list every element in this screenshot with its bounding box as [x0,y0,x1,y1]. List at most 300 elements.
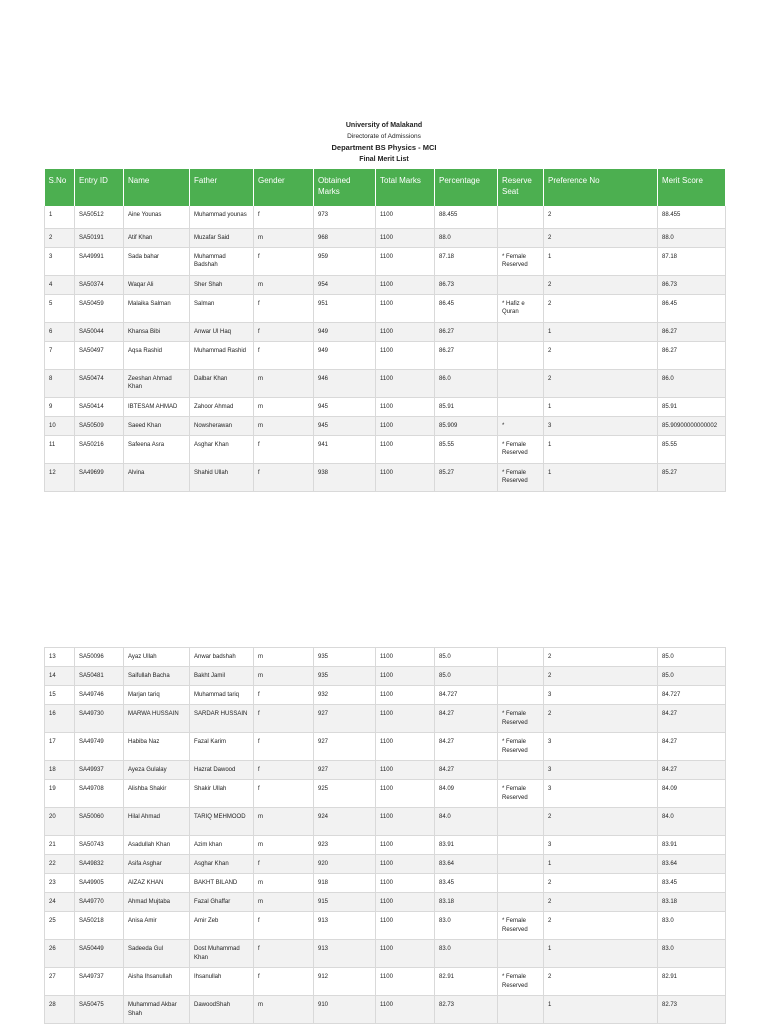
table-cell: 88.455 [435,206,498,228]
table-cell [498,686,544,705]
table-cell: Shahid Ullah [190,463,254,491]
table-cell: 85.27 [435,463,498,491]
table-cell: Fazal Ghaffar [190,893,254,912]
table-cell: SA49730 [75,705,124,733]
table-row [45,322,726,341]
table-cell: 1100 [376,761,435,780]
table-cell: * Female Reserved [498,912,544,940]
table-cell: 1100 [376,780,435,808]
table-cell: IBTESAM AHMAD [124,397,190,416]
table-cell: Zeeshan Ahmad Khan [124,369,190,397]
table-cell: SA50449 [75,940,124,968]
table-cell: f [254,206,314,228]
table-cell: 935 [314,667,376,686]
table-cell: Atif Khan [124,228,190,247]
table-cell: Hilal Ahmad [124,808,190,836]
table-row [45,733,726,761]
table-cell: 1 [544,940,658,968]
table-row [45,808,726,836]
table-row [45,206,726,228]
table-cell: 1 [544,435,658,463]
table-cell: Aine Younas [124,206,190,228]
table-cell [498,940,544,968]
table-cell [498,275,544,294]
table-cell: MARWA HUSSAIN [124,705,190,733]
table-cell: 83.0 [658,912,726,940]
table-cell: SA50060 [75,808,124,836]
table-cell: SA50191 [75,228,124,247]
table-row [45,341,726,369]
table-row [45,416,726,435]
table-cell: 82.91 [658,968,726,996]
table-cell: SA49770 [75,893,124,912]
table-cell: 84.0 [658,808,726,836]
table-cell: 968 [314,228,376,247]
table-cell: 7 [45,341,75,369]
table-cell: Sada bahar [124,247,190,275]
table-cell: Zahoor Ahmad [190,397,254,416]
table-cell: 83.64 [658,855,726,874]
table-cell: 959 [314,247,376,275]
table-cell: f [254,435,314,463]
column-header: Merit Score [658,169,726,206]
table-cell: 1100 [376,836,435,855]
table-cell: Asadullah Khan [124,836,190,855]
table-cell: 85.0 [435,667,498,686]
table-cell: Fazal Karim [190,733,254,761]
table-cell: Muhammad Akbar Shah [124,996,190,1024]
table-cell: 1100 [376,206,435,228]
table-cell: Ihsanullah [190,968,254,996]
table-cell: * Female Reserved [498,780,544,808]
table-cell: 913 [314,912,376,940]
column-header: Percentage [435,169,498,206]
table-cell: 85.55 [435,435,498,463]
table-cell: m [254,416,314,435]
table-cell: 85.909 [435,416,498,435]
table-cell: 84.27 [658,761,726,780]
table-cell: 85.0 [658,667,726,686]
table-cell: 1100 [376,733,435,761]
table-cell: m [254,667,314,686]
table-cell: Aisha Ihsanullah [124,968,190,996]
table-cell: Dalbar Khan [190,369,254,397]
table-cell: 945 [314,416,376,435]
department-name: Department BS Physics - MCI [331,143,437,152]
table-cell: Asghar Khan [190,435,254,463]
table-cell: * Female Reserved [498,247,544,275]
table-cell: Muhammad Rashid [190,341,254,369]
table-cell: SA50743 [75,836,124,855]
table-cell: 8 [45,369,75,397]
table-cell: 2 [544,369,658,397]
table-cell: 1100 [376,893,435,912]
table-cell: * Female Reserved [498,463,544,491]
table-cell: 85.91 [435,397,498,416]
table-cell: 88.455 [658,206,726,228]
table-cell: 2 [544,968,658,996]
table-cell: 1100 [376,686,435,705]
table-cell: SA50497 [75,341,124,369]
table-cell: 1100 [376,705,435,733]
table-cell: 84.27 [658,705,726,733]
table-cell: 1100 [376,667,435,686]
table-row [45,435,726,463]
table-cell: Asifa Asghar [124,855,190,874]
table-cell: 941 [314,435,376,463]
merit-table-page-2 [44,647,726,1024]
table-cell [498,836,544,855]
table-cell: SA49832 [75,855,124,874]
table-row [45,463,726,491]
table-cell: 22 [45,855,75,874]
table-cell: 85.55 [658,435,726,463]
table-cell: SA50096 [75,648,124,667]
table-cell: 1100 [376,322,435,341]
table-cell: 19 [45,780,75,808]
table-cell: 927 [314,761,376,780]
table-cell: 1 [544,463,658,491]
table-cell: Khansa Bibi [124,322,190,341]
table-cell: SA50459 [75,294,124,322]
table-cell [498,667,544,686]
table-cell: 86.27 [435,341,498,369]
table-cell: 82.91 [435,968,498,996]
table-cell: 2 [544,294,658,322]
table-cell: f [254,686,314,705]
table-cell: SA49905 [75,874,124,893]
table-cell: 1100 [376,435,435,463]
table-cell: 1100 [376,228,435,247]
table-cell: f [254,341,314,369]
table-cell: 3 [544,780,658,808]
table-cell: 2 [544,808,658,836]
table-cell: 20 [45,808,75,836]
table-cell: 1 [544,247,658,275]
table-cell: 85.27 [658,463,726,491]
table-cell: 1 [544,397,658,416]
table-cell [498,341,544,369]
table-cell: 88.0 [658,228,726,247]
column-header: Name [124,169,190,206]
table-cell: SA49737 [75,968,124,996]
column-header: Father [190,169,254,206]
table-cell: 84.727 [435,686,498,705]
table-cell: 84.27 [435,705,498,733]
table-cell: 84.27 [435,761,498,780]
table-row [45,397,726,416]
table-cell: 1100 [376,648,435,667]
table-cell: Salman [190,294,254,322]
table-row [45,369,726,397]
list-title: Final Merit List [359,156,409,163]
table-cell: Nowsherawan [190,416,254,435]
table-cell: DawoodShah [190,996,254,1024]
table-cell: 86.0 [658,369,726,397]
table-cell: SA50481 [75,667,124,686]
table-cell: 910 [314,996,376,1024]
table-row [45,761,726,780]
table-cell: Ayeza Gulalay [124,761,190,780]
table-cell: 6 [45,322,75,341]
table-row [45,247,726,275]
table-cell: 17 [45,733,75,761]
table-cell: 83.0 [658,940,726,968]
table-cell: Muhammad Badshah [190,247,254,275]
table-row [45,686,726,705]
table-cell: Aqsa Rashid [124,341,190,369]
table-cell: 2 [544,893,658,912]
table-row [45,648,726,667]
table-cell: Hazrat Dawood [190,761,254,780]
table-cell: Anwar Ul Haq [190,322,254,341]
table-cell: f [254,733,314,761]
table-cell: 5 [45,294,75,322]
table-cell: 4 [45,275,75,294]
table-cell: Alishba Shakir [124,780,190,808]
table-cell: 26 [45,940,75,968]
table-cell: f [254,761,314,780]
table-cell: f [254,780,314,808]
column-header: S.No [45,169,75,206]
table-cell: 83.91 [658,836,726,855]
table-cell: 927 [314,733,376,761]
table-cell: 2 [544,206,658,228]
table-row [45,780,726,808]
table-row [45,294,726,322]
table-cell: 1100 [376,369,435,397]
table-cell: 949 [314,322,376,341]
table-cell: SA49708 [75,780,124,808]
table-cell: SA50218 [75,912,124,940]
table-cell: 920 [314,855,376,874]
table-cell: m [254,397,314,416]
table-header-row [45,169,726,206]
table-cell: Malaika Salman [124,294,190,322]
table-cell: Muhammad tariq [190,686,254,705]
table-row [45,705,726,733]
table-cell: 86.45 [658,294,726,322]
table-cell: 28 [45,996,75,1024]
table-cell: f [254,294,314,322]
table-cell: 2 [544,275,658,294]
table-cell: 1100 [376,294,435,322]
table-cell: 83.45 [658,874,726,893]
table-cell: m [254,893,314,912]
table-cell: 923 [314,836,376,855]
table-cell: 86.45 [435,294,498,322]
table-row [45,228,726,247]
table-cell: f [254,463,314,491]
directorate-name: Directorate of Admissions [347,133,421,140]
table-cell: Amir Zeb [190,912,254,940]
table-cell: 25 [45,912,75,940]
table-cell: * Female Reserved [498,705,544,733]
table-cell: 15 [45,686,75,705]
table-cell: SA49937 [75,761,124,780]
table-cell: 949 [314,341,376,369]
table-cell: SA50512 [75,206,124,228]
table-cell: BAKHT BILAND [190,874,254,893]
table-cell: 84.09 [658,780,726,808]
table-cell: f [254,968,314,996]
document-header [0,120,768,165]
table-cell: 912 [314,968,376,996]
table-cell [498,996,544,1024]
table-cell: 925 [314,780,376,808]
column-header: Total Marks [376,169,435,206]
table-cell: 23 [45,874,75,893]
table-cell: 24 [45,893,75,912]
table-cell: Ayaz Ullah [124,648,190,667]
table-cell: SA50216 [75,435,124,463]
table-cell: Bakht Jamil [190,667,254,686]
table-cell: 1 [45,206,75,228]
table-cell [498,206,544,228]
table-cell: 84.27 [658,733,726,761]
table-cell: 2 [544,874,658,893]
table-cell: 3 [544,416,658,435]
table-cell: * Female Reserved [498,435,544,463]
table-cell: 2 [544,648,658,667]
table-cell: * Female Reserved [498,733,544,761]
table-row [45,275,726,294]
table-cell: 3 [45,247,75,275]
table-cell: 83.91 [435,836,498,855]
table-cell: 913 [314,940,376,968]
table-cell: 1100 [376,940,435,968]
table-cell: f [254,247,314,275]
table-row [45,667,726,686]
table-row [45,855,726,874]
table-cell: 2 [544,341,658,369]
table-cell: 83.18 [435,893,498,912]
table-cell: SA50509 [75,416,124,435]
table-cell: Waqar Ali [124,275,190,294]
table-cell: 924 [314,808,376,836]
table-cell: 83.0 [435,940,498,968]
table-cell: f [254,940,314,968]
table-cell: 84.27 [435,733,498,761]
table-cell: m [254,648,314,667]
table-cell: 951 [314,294,376,322]
table-cell [498,874,544,893]
table-cell: 1100 [376,247,435,275]
table-cell: 83.0 [435,912,498,940]
table-cell: 3 [544,733,658,761]
table-cell: 1100 [376,416,435,435]
table-cell: 3 [544,686,658,705]
table-cell: 10 [45,416,75,435]
table-cell: AIZAZ KHAN [124,874,190,893]
table-cell: 1 [544,855,658,874]
table-cell: 83.45 [435,874,498,893]
table-row [45,893,726,912]
table-cell: 86.73 [435,275,498,294]
table-cell: 1100 [376,341,435,369]
university-name: University of Malakand [345,122,423,129]
table-cell: m [254,874,314,893]
table-cell [498,893,544,912]
table-row [45,874,726,893]
table-cell [498,322,544,341]
table-cell: SA49991 [75,247,124,275]
table-cell: 83.18 [658,893,726,912]
table-cell: 2 [544,667,658,686]
table-cell: 2 [544,912,658,940]
table-cell: SA49699 [75,463,124,491]
table-cell: m [254,275,314,294]
table-row [45,912,726,940]
table-cell: Safeena Asra [124,435,190,463]
table-cell: SA50374 [75,275,124,294]
table-cell: 973 [314,206,376,228]
table-cell: 83.64 [435,855,498,874]
table-cell: 1 [544,322,658,341]
table-row [45,940,726,968]
table-cell: m [254,228,314,247]
table-cell: 86.27 [658,322,726,341]
table-cell: Anwar badshah [190,648,254,667]
table-cell: 1100 [376,275,435,294]
table-cell: 915 [314,893,376,912]
table-cell: 945 [314,397,376,416]
table-cell: 954 [314,275,376,294]
table-cell: 2 [544,228,658,247]
table-cell: 14 [45,667,75,686]
table-cell: 918 [314,874,376,893]
table-cell: 1100 [376,996,435,1024]
table-cell: 1100 [376,397,435,416]
table-cell: 1100 [376,463,435,491]
table-cell: 946 [314,369,376,397]
table-cell: Muzafar Said [190,228,254,247]
table-cell: 85.90900000000002 [658,416,726,435]
table-cell: * [498,416,544,435]
table-cell: 86.0 [435,369,498,397]
table-cell: 1100 [376,874,435,893]
table-cell [498,369,544,397]
table-row [45,996,726,1024]
table-cell: 932 [314,686,376,705]
table-cell: * Hafiz e Quran [498,294,544,322]
table-cell: Saifullah Bacha [124,667,190,686]
column-header: Entry ID [75,169,124,206]
table-cell: 88.0 [435,228,498,247]
table-cell: m [254,836,314,855]
table-row [45,968,726,996]
table-cell: 21 [45,836,75,855]
table-cell: 1100 [376,968,435,996]
table-cell: m [254,369,314,397]
table-cell: 12 [45,463,75,491]
table-cell: SA49746 [75,686,124,705]
table-cell: Shakir Ullah [190,780,254,808]
table-cell: f [254,912,314,940]
table-cell: Sadeeda Gul [124,940,190,968]
table-cell: 86.73 [658,275,726,294]
table-cell: 82.73 [435,996,498,1024]
table-cell: m [254,996,314,1024]
table-cell: 2 [45,228,75,247]
table-cell: 18 [45,761,75,780]
table-cell: Muhammad younas [190,206,254,228]
table-cell: Asghar Khan [190,855,254,874]
table-cell: 86.27 [435,322,498,341]
table-cell: Saeed Khan [124,416,190,435]
table-cell: f [254,322,314,341]
table-cell: 16 [45,705,75,733]
